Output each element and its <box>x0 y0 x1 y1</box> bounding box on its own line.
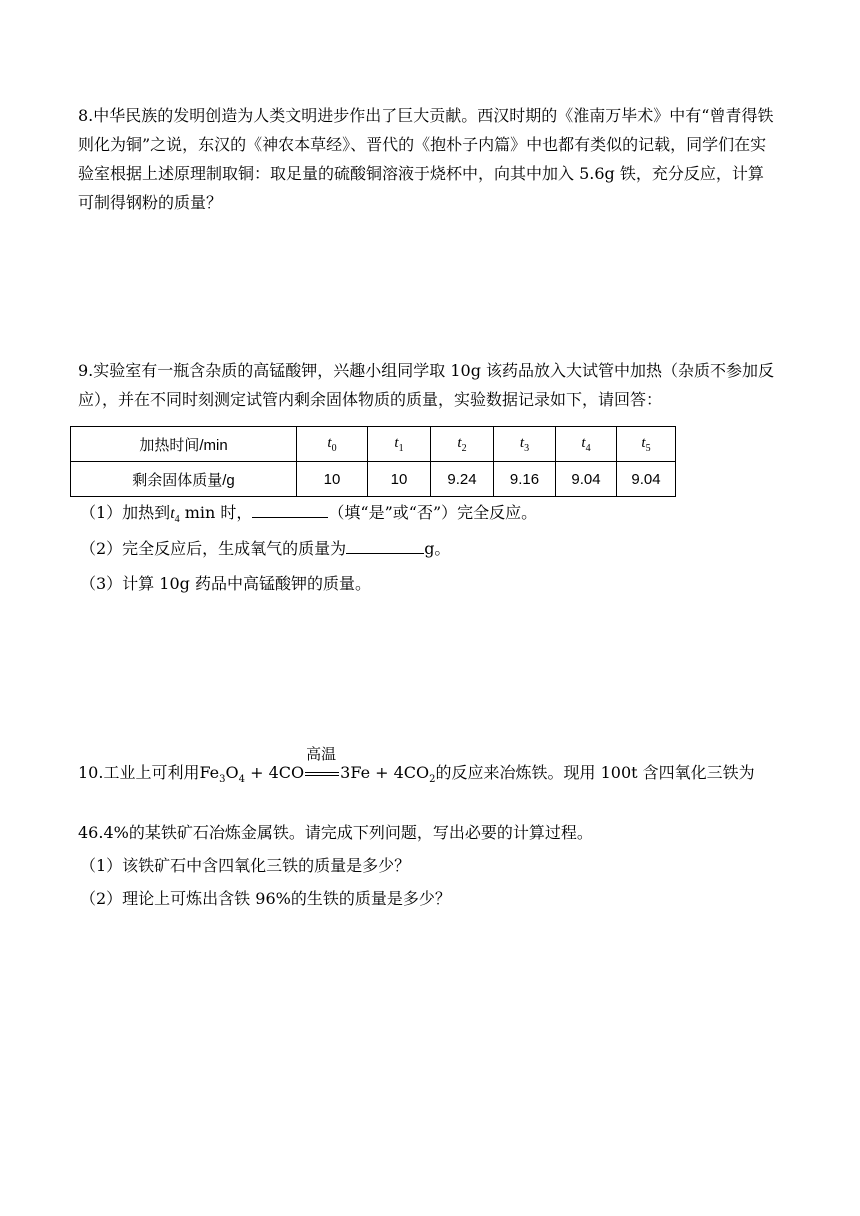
question-10-line-1: 10.工业上可利用$Fe_3O_4 + 4CO$ 高温 $3Fe + 4CO_2$的反应来冶炼铁。现用 100t 含四氧化三铁为 <box>78 745 755 786</box>
table-cell-mass: 10 <box>297 462 368 497</box>
question-9-sub-1: （1）加热到$t_4$ min 时， （填“是”或“否”）完全反应。 <box>80 503 538 526</box>
table-cell-t1: $t_1$ <box>368 427 431 462</box>
reaction-right: $3Fe + 4CO_2$ <box>340 763 436 786</box>
table-row <box>71 427 676 462</box>
question-9-sub-2: （2）完全反应后，生成氧气的质量为 g。 <box>80 539 451 558</box>
table-cell-t0: $t_0$ <box>297 427 368 462</box>
question-9-text: 9.实验室有一瓶含杂质的高锰酸钾，兴趣小组同学取 10g 该药品放入大试管中加热（杂质不参加反应），并在不同时刻测定试管内剩余固体物质的质量，实验数据记录如下，请回答： <box>78 361 775 409</box>
t4-symbol: $t_4$ <box>170 505 180 526</box>
reaction-condition: 高温 <box>304 763 340 782</box>
table-cell-mass: 9.04 <box>556 462 617 497</box>
table-cell-t2: $t_2$ <box>431 427 494 462</box>
question-8-text: 8.中华民族的发明创造为人类文明进步作出了巨大贡献。西汉时期的《淮南万毕术》中有“曾青得铁则化为铜”之说，东汉的《神农本草经》、晋代的《抱朴子内篇》中也都有类似的记载，同学们在实验室根据上述原理制取铜：取足量的硫酸铜溶液于烧杯中，向其中加入 5.6g 铁，充分反应，计算可制得钢粉的质量？ <box>78 106 774 212</box>
question-10-sub-2: （2）理论上可炼出含铁 96%的生铁的质量是多少？ <box>80 889 451 908</box>
table-cell-t3: $t_3$ <box>494 427 556 462</box>
reaction-left: $Fe_3O_4 + 4CO$ <box>199 763 305 786</box>
table-cell-t4: $t_4$ <box>556 427 617 462</box>
table-cell-mass: 9.24 <box>431 462 494 497</box>
equals-sign <box>305 772 339 776</box>
answer-blank-2[interactable] <box>346 537 424 554</box>
table-cell-mass: 9.16 <box>494 462 556 497</box>
answer-blank-1[interactable] <box>252 501 328 518</box>
table-cell-t5: $t_5$ <box>617 427 676 462</box>
table-cell-mass: 10 <box>368 462 431 497</box>
data-table <box>70 426 676 497</box>
table-row <box>71 462 676 497</box>
question-9-sub-3: （3）计算 10g 药品中高锰酸钾的质量。 <box>80 574 371 593</box>
table-cell-mass: 9.04 <box>617 462 676 497</box>
question-10-sub-1: （1）该铁矿石中含四氧化三铁的质量是多少？ <box>80 856 411 875</box>
question-10-line-2: 46.4%的某铁矿石冶炼金属铁。请完成下列问题，写出必要的计算过程。 <box>78 823 593 842</box>
table-header-time: 加热时间/min <box>71 427 297 462</box>
table-header-mass: 剩余固体质量/g <box>71 462 297 497</box>
